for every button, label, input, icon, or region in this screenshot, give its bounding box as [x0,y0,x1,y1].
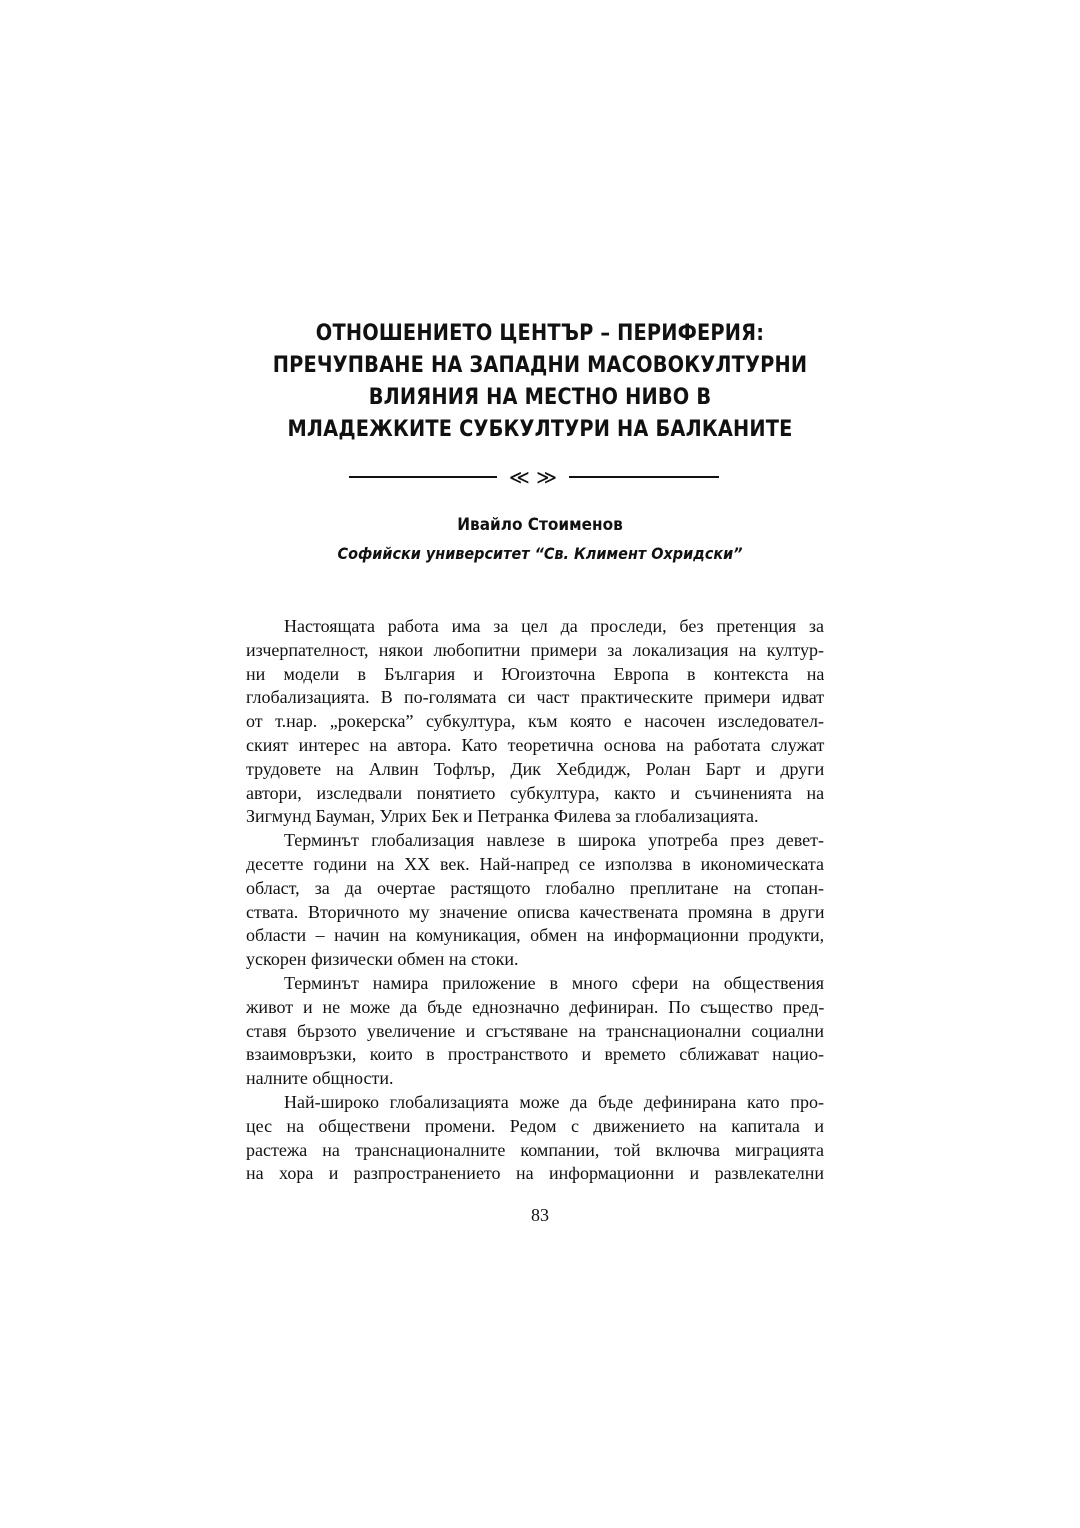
divider-rule-left [349,476,497,478]
divider-rule-right [569,476,719,478]
text-line: ствата. Вторичното му значение описва качествената промяна в други [246,901,825,922]
text-line: цес на обществени промени. Редом с движението на капитала и [246,1115,824,1136]
paragraph [246,972,824,1091]
title-line: ОТНОШЕНИЕТО ЦЕНТЪР – ПЕРИФЕРИЯ: [315,321,765,346]
text-line: Терминът глобализация навлезе в широка употреба през девет- [284,830,824,851]
text-line: области – начин на комуникация, обмен на информационни продукти, [246,925,825,946]
text-line: Зигмунд Бауман, Улрих Бек и Петранка Филева за глобализацията. [246,806,759,827]
paragraph [246,829,824,972]
author-name: Ивайло Стоименов [457,515,623,535]
paragraph [246,615,824,829]
text-line: автори, изследвали понятието субкултура, както и съчиненията на [246,782,825,803]
page-number: 83 [531,1205,549,1225]
text-line: ускорен физически обмен на стоки. [246,949,519,970]
title-line: ВЛИЯНИЯ НА МЕСТНО НИВО В [368,385,712,410]
text-line: глобализацията. В по-голямата си част практическите примери идват [246,687,825,708]
text-line: изчерпателност, някои любопитни примери за локализация на култур- [246,639,824,660]
article-body [246,615,824,1186]
text-line: област, за да очертае растящото глобално преплитане на стопан- [246,877,824,898]
text-line: ставя бързото увеличение и сгъстяване на транснационални социални [246,1020,825,1041]
paragraph [246,1091,824,1186]
text-line: Терминът намира приложение в много сфери на обществения [284,972,824,993]
text-line: от т.нар. „рокерска” субкултура, към която е насочен изследовател- [246,711,824,732]
text-line: растежа на транснационалните компании, той включва миграцията [246,1139,824,1160]
text-line: трудовете на Алвин Тофлър, Дик Хебдидж, Ролан Барт и други [246,758,825,779]
text-line: Най-широко глобализацията може да бъде дефинирана като про- [284,1091,824,1112]
double-chevron-ornament-icon: ≪ ≫ [508,465,558,489]
text-line: на хора и разпространението на информационни и развлекателни [246,1163,824,1184]
text-line: ни модели в България и Югоизточна Европа в контекста на [246,663,825,684]
author-affiliation: Софийски университет “Св. Климент Охридски” [337,544,743,563]
text-line: Настоящата работа има за цел да проследи, без претенция за [284,616,824,636]
title-ornament-divider [349,466,719,488]
text-line: налните общности. [246,1068,394,1089]
text-line: ският интерес на автора. Като теоретична основа на работата служат [246,734,825,755]
text-line: живот и не може да бъде еднозначно дефиниран. По същество пред- [246,996,825,1017]
text-line: десетте години на ХХ век. Най-напред се използва в икономическата [246,853,824,874]
title-line: МЛАДЕЖКИТЕ СУБКУЛТУРИ НА БАЛКАНИТЕ [287,417,793,442]
article-title [197,318,883,446]
title-line: ПРЕЧУПВАНЕ НА ЗАПАДНИ МАСОВОКУЛТУРНИ [272,353,808,378]
text-line: взаимовръзки, които в пространството и времето сближават нацио- [246,1044,824,1065]
